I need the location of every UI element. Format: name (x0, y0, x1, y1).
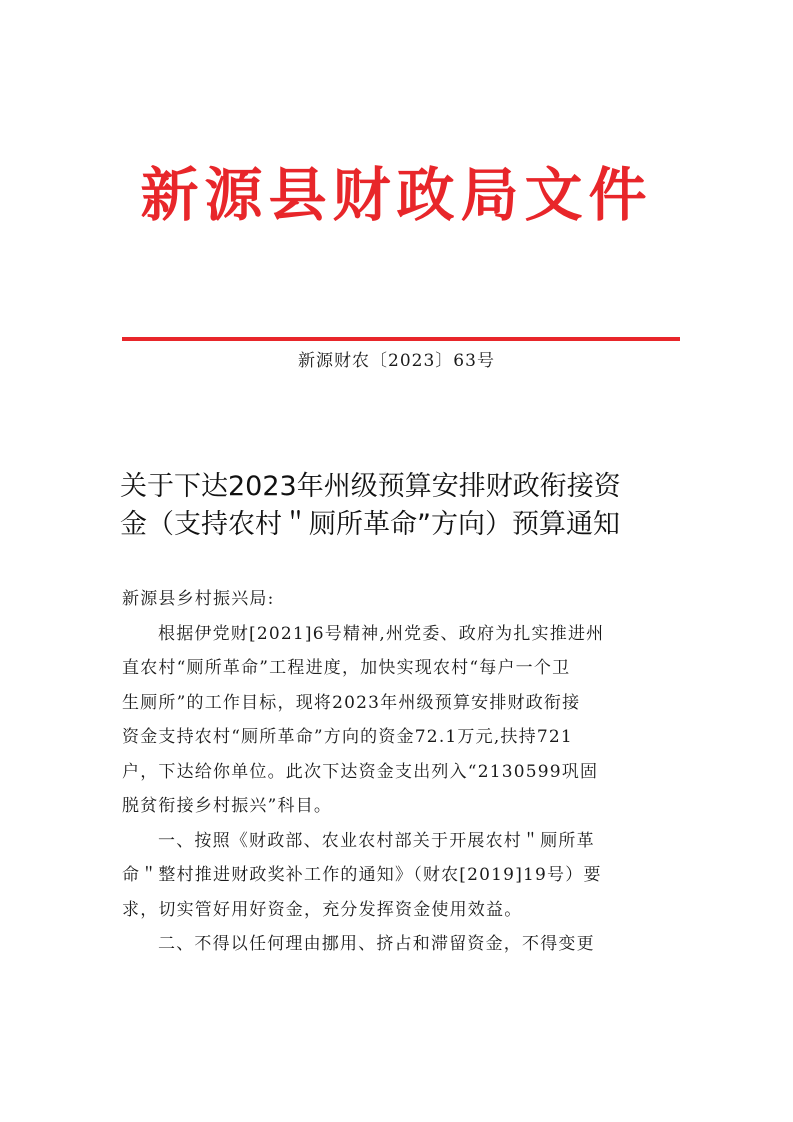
paragraph-2-line-2: 命＂整村推进财政奖补工作的通知》（财农[2019]19号）要 (122, 865, 602, 885)
paragraph-1-line-3: 生厕所”的工作目标，现将2023年州级预算安排财政衔接 (122, 692, 581, 713)
title-line-1: 关于下达2023年州级预算安排财政衔接资 (120, 471, 621, 502)
paragraph-1-line-6: 脱贫衔接乡村振兴”科目。 (122, 796, 333, 816)
document-number: 新源财农〔2023〕63号 (298, 351, 495, 371)
paragraph-1-line-2: 直农村“厕所革命”工程进度，加快实现农村“每户一个卫 (122, 658, 571, 678)
red-divider-rule (122, 337, 680, 341)
paragraph-1-line-4: 资金支持农村“厕所革命”方向的资金72.1万元,扶持721 (122, 727, 573, 747)
document-title (120, 468, 680, 544)
title-line-2: 金（支持农村＂厕所革命”方向）预算通知 (120, 509, 620, 540)
paragraph-1-line-1: 根据伊党财[2021]6号精神,州党委、政府为扎实推进州 (158, 623, 605, 644)
paragraph-2-line-3: 求，切实管好用好资金，充分发挥资金使用效益。 (122, 899, 523, 920)
document-body (122, 582, 682, 962)
paragraph-2-line-1: 一、按照《财政部、农业农村部关于开展农村＂厕所革 (158, 830, 595, 851)
document-masthead: 新源县财政局文件 (140, 161, 653, 229)
paragraph-3-line-1: 二、不得以任何理由挪用、挤占和滞留资金，不得变更 (158, 934, 595, 954)
recipient-line: 新源县乡村振兴局: (122, 589, 275, 609)
paragraph-1-line-5: 户，下达给你单位。此次下达资金支出列入“2130599巩固 (122, 761, 599, 782)
